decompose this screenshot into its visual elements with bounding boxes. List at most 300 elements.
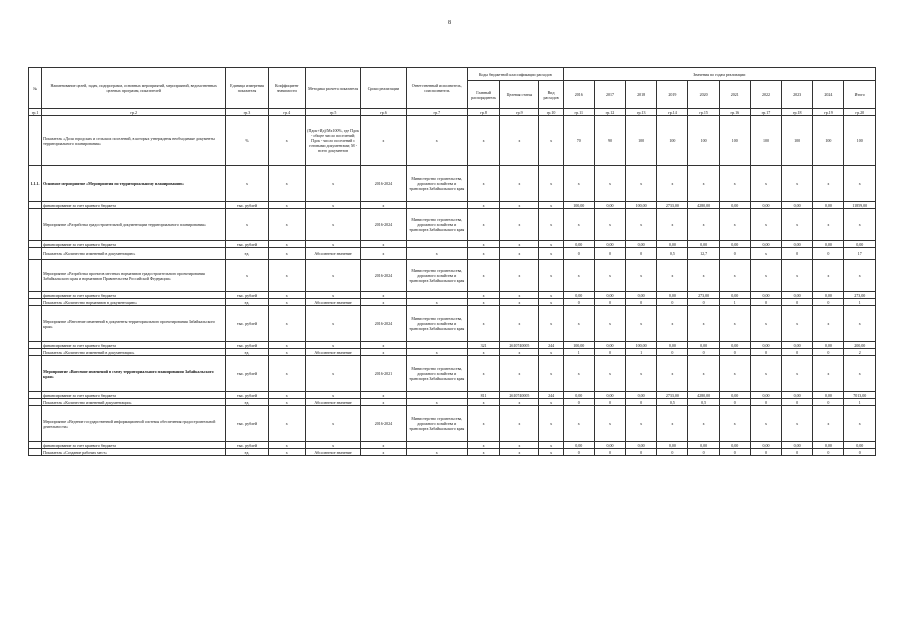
row-value: х [782, 406, 813, 442]
row-value: х [657, 166, 688, 202]
row-method: Абсолютное значение [305, 349, 360, 356]
row-chief-manager: 321 [467, 342, 499, 349]
row-name: финансирование за счет краевого бюджета [42, 241, 226, 248]
row-chief-manager: х [467, 116, 499, 166]
row-expense-type: 244 [539, 342, 563, 349]
column-number: гр.13 [626, 109, 657, 116]
row-value: х [563, 260, 594, 292]
row-value: х [594, 306, 625, 342]
row-chief-manager: х [467, 399, 499, 406]
row-number [29, 292, 42, 299]
row-unit: тыс. рублей [226, 392, 268, 399]
row-coefficient: х [268, 449, 305, 456]
row-method: х [305, 342, 360, 349]
row-value: х [626, 406, 657, 442]
row-method: х [305, 442, 360, 449]
row-target-article: х [500, 241, 539, 248]
row-expense-type: х [539, 202, 563, 209]
row-term: х [361, 241, 406, 248]
table-row [29, 202, 876, 209]
row-number [29, 392, 42, 399]
row-coefficient: х [268, 399, 305, 406]
row-number: 1.1.1. [29, 166, 42, 202]
row-number [29, 442, 42, 449]
header-term: Сроки реализации [361, 68, 406, 109]
row-expense-type: х [539, 248, 563, 260]
row-unit: тыс. рублей [226, 241, 268, 248]
row-executor: Министерство строительства, дорожного хозяйства и транспорта Забайкальского края [406, 209, 467, 241]
row-number [29, 342, 42, 349]
row-name: финансирование за счет краевого бюджета [42, 292, 226, 299]
row-value: 0,00 [688, 442, 719, 449]
row-value: 0 [594, 449, 625, 456]
column-number: гр.17 [750, 109, 781, 116]
row-chief-manager: х [467, 202, 499, 209]
row-value: 1 [719, 299, 750, 306]
row-method: х [305, 292, 360, 299]
row-target-article: х [500, 299, 539, 306]
row-value: х [719, 406, 750, 442]
row-value: х [626, 166, 657, 202]
row-expense-type: х [539, 449, 563, 456]
row-value: х [594, 356, 625, 392]
row-number [29, 260, 42, 292]
row-number [29, 209, 42, 241]
row-method: х [305, 166, 360, 202]
row-method: х [305, 306, 360, 342]
row-value: х [594, 260, 625, 292]
page-number: 8 [448, 20, 451, 26]
row-chief-manager: х [467, 349, 499, 356]
column-number: гр.1 [29, 109, 42, 116]
table-row [29, 260, 876, 292]
header-year: 2023 [782, 81, 813, 109]
row-value: х [844, 166, 876, 202]
row-unit: ед. [226, 349, 268, 356]
row-coefficient: х [268, 241, 305, 248]
table-row [29, 449, 876, 456]
row-name: Мероприятие «Разработка проектов местных нормативов градостроительного проектирования Забайкальского края и нормативов Правительства Российской Федерации» [42, 260, 226, 292]
row-target-article: х [500, 406, 539, 442]
row-expense-type: х [539, 241, 563, 248]
row-executor: Министерство строительства, дорожного хозяйства и транспорта Забайкальского края [406, 306, 467, 342]
row-value: 0,00 [657, 241, 688, 248]
row-value: 0,00 [626, 442, 657, 449]
row-value: 100 [813, 116, 844, 166]
row-value: 0,00 [688, 342, 719, 349]
row-chief-manager: х [467, 241, 499, 248]
column-number: гр.19 [813, 109, 844, 116]
row-number [29, 299, 42, 306]
row-term: 2016-2024 [361, 260, 406, 292]
row-coefficient: х [268, 202, 305, 209]
table-row [29, 392, 876, 399]
row-term: х [361, 292, 406, 299]
row-value: 0,00 [813, 392, 844, 399]
row-number [29, 306, 42, 342]
row-value: 2733,00 [657, 392, 688, 399]
row-value: х [782, 260, 813, 292]
row-value: 0 [844, 449, 876, 456]
row-number [29, 241, 42, 248]
row-value: 0,00 [719, 342, 750, 349]
column-number: гр.16 [719, 109, 750, 116]
row-value: х [657, 306, 688, 342]
row-value: 100 [719, 116, 750, 166]
row-executor: Министерство строительства, дорожного хозяйства и транспорта Забайкальского края [406, 356, 467, 392]
row-name: финансирование за счет краевого бюджета [42, 342, 226, 349]
row-value: 273,00 [688, 292, 719, 299]
row-value: 11859,00 [844, 202, 876, 209]
row-value: 90 [594, 116, 625, 166]
row-value: х [782, 356, 813, 392]
row-value: 0 [813, 299, 844, 306]
row-method: Абсолютное значение [305, 299, 360, 306]
row-value: 0,00 [750, 202, 781, 209]
row-term: 2016-2021 [361, 356, 406, 392]
row-value: 0,00 [782, 342, 813, 349]
row-value: 1 [626, 349, 657, 356]
row-coefficient: х [268, 349, 305, 356]
row-name: Мероприятие «Внесение изменений в схему территориального планирования Забайкальского края» [42, 356, 226, 392]
row-value: х [688, 260, 719, 292]
row-value: х [657, 356, 688, 392]
row-chief-manager: х [467, 260, 499, 292]
row-term: х [361, 442, 406, 449]
row-number [29, 202, 42, 209]
row-value: 1 [844, 399, 876, 406]
row-value: 0,00 [594, 392, 625, 399]
row-number [29, 449, 42, 456]
row-value: 0 [563, 449, 594, 456]
row-value: 0 [657, 299, 688, 306]
row-value: 0,00 [657, 292, 688, 299]
row-name: финансирование за счет краевого бюджета [42, 392, 226, 399]
row-method: Абсолютное значение [305, 449, 360, 456]
row-executor: х [406, 399, 467, 406]
row-value: х [750, 248, 781, 260]
row-value: 0 [594, 399, 625, 406]
header-coef: Коэффициент значимости [268, 68, 305, 109]
row-expense-type: х [539, 260, 563, 292]
row-value: 0 [626, 399, 657, 406]
column-number: гр.7 [406, 109, 467, 116]
row-unit: % [226, 116, 268, 166]
row-value: х [563, 406, 594, 442]
column-number: гр.15 [688, 109, 719, 116]
column-number: гр.20 [844, 109, 876, 116]
header-year: 2021 [719, 81, 750, 109]
row-value: 0,00 [719, 202, 750, 209]
row-value: 0 [813, 449, 844, 456]
row-value: 0 [782, 449, 813, 456]
row-chief-manager: х [467, 442, 499, 449]
row-value: х [719, 356, 750, 392]
row-expense-type: 244 [539, 392, 563, 399]
row-value: х [688, 209, 719, 241]
header-year: 2017 [594, 81, 625, 109]
header-unit: Единица измерения показателя [226, 68, 268, 109]
row-value: 100 [626, 116, 657, 166]
row-value: 100,00 [563, 342, 594, 349]
row-value: 0 [782, 299, 813, 306]
row-value: х [844, 260, 876, 292]
row-value: х [813, 306, 844, 342]
row-value: 0,00 [782, 202, 813, 209]
row-value: 0 [626, 449, 657, 456]
row-target-article: х [500, 260, 539, 292]
row-target-article: х [500, 442, 539, 449]
row-coefficient: х [268, 392, 305, 399]
row-value: 0 [594, 299, 625, 306]
row-value: 0,00 [626, 292, 657, 299]
row-executor [406, 342, 467, 349]
row-value: 0 [813, 248, 844, 260]
row-value: 0 [626, 299, 657, 306]
header-year: 2020 [688, 81, 719, 109]
row-value: х [626, 209, 657, 241]
row-method: х [305, 356, 360, 392]
row-value: 0,00 [563, 292, 594, 299]
row-expense-type: х [539, 166, 563, 202]
row-value: х [719, 209, 750, 241]
row-method: х [305, 202, 360, 209]
row-target-article: х [500, 116, 539, 166]
row-value: х [750, 306, 781, 342]
row-name: финансирование за счет краевого бюджета [42, 442, 226, 449]
row-unit: тыс. рублей [226, 342, 268, 349]
header-name: Наименование целей, задач, подпрограмм, основных мероприятий, мероприятий, ведомственных целевых программ, показателей [42, 68, 226, 109]
row-executor [406, 241, 467, 248]
row-value: 0,00 [657, 342, 688, 349]
row-chief-manager: х [467, 248, 499, 260]
row-value: х [750, 166, 781, 202]
header-values-group: Значения по годам реализации [563, 68, 875, 81]
row-target-article: х [500, 356, 539, 392]
row-value: 100 [844, 116, 876, 166]
row-value: х [626, 260, 657, 292]
row-value: 0 [813, 399, 844, 406]
row-expense-type: х [539, 306, 563, 342]
row-value: 0,00 [844, 442, 876, 449]
row-method: х [305, 241, 360, 248]
row-number [29, 248, 42, 260]
row-value: 0,5 [657, 399, 688, 406]
column-number: гр.4 [268, 109, 305, 116]
row-value: 0 [719, 349, 750, 356]
row-value: 0 [782, 349, 813, 356]
row-value: 0 [719, 449, 750, 456]
column-number: гр.12 [594, 109, 625, 116]
row-value: х [688, 406, 719, 442]
row-target-article: х [500, 306, 539, 342]
row-value: х [719, 306, 750, 342]
row-value: 0 [563, 299, 594, 306]
row-value: 100 [750, 116, 781, 166]
row-expense-type: х [539, 209, 563, 241]
row-value: 0 [563, 248, 594, 260]
row-value: 100,00 [626, 202, 657, 209]
row-value: 0 [688, 299, 719, 306]
row-expense-type: х [539, 292, 563, 299]
header-num: № [29, 68, 42, 109]
row-expense-type: х [539, 406, 563, 442]
row-number [29, 406, 42, 442]
row-value: 0,00 [563, 442, 594, 449]
row-value: х [657, 209, 688, 241]
table-row [29, 241, 876, 248]
row-value: 0 [657, 449, 688, 456]
row-method: х [305, 260, 360, 292]
row-value: 0 [750, 299, 781, 306]
row-value: 0,00 [844, 241, 876, 248]
row-term: х [361, 248, 406, 260]
row-unit: тыс. рублей [226, 202, 268, 209]
row-value: 200,00 [844, 342, 876, 349]
row-value: х [594, 209, 625, 241]
column-number: гр.5 [305, 109, 360, 116]
column-number: гр.8 [467, 109, 499, 116]
column-number: гр.3 [226, 109, 268, 116]
row-value: х [688, 306, 719, 342]
row-value: х [844, 209, 876, 241]
row-unit: х [226, 209, 268, 241]
row-term: 2016-2024 [361, 209, 406, 241]
row-value: 0,00 [594, 202, 625, 209]
row-value: 0,00 [782, 392, 813, 399]
row-executor: х [406, 349, 467, 356]
row-target-article: х [500, 166, 539, 202]
row-coefficient: х [268, 306, 305, 342]
column-number: гр.6 [361, 109, 406, 116]
row-value: х [813, 166, 844, 202]
row-value: х [563, 166, 594, 202]
row-term: х [361, 116, 406, 166]
row-name: Показатель «Создание рабочих мест» [42, 449, 226, 456]
row-unit: тыс. рублей [226, 406, 268, 442]
row-value: 0 [657, 349, 688, 356]
row-term: х [361, 449, 406, 456]
row-value: х [594, 166, 625, 202]
row-executor: Министерство строительства, дорожного хозяйства и транспорта Забайкальского края [406, 260, 467, 292]
row-value: 0,00 [719, 241, 750, 248]
table-row [29, 306, 876, 342]
row-value: х [844, 406, 876, 442]
row-coefficient: х [268, 166, 305, 202]
row-coefficient: х [268, 299, 305, 306]
row-name: Показатель «Количество изменений документации» [42, 399, 226, 406]
row-value: 0 [594, 349, 625, 356]
row-value: 0,5 [688, 399, 719, 406]
row-value: 0,00 [813, 241, 844, 248]
row-executor: х [406, 299, 467, 306]
header-year: 2022 [750, 81, 781, 109]
row-value: 0 [594, 248, 625, 260]
row-value: 70 [563, 116, 594, 166]
table-row [29, 299, 876, 306]
row-coefficient: х [268, 209, 305, 241]
row-target-article: 2610740005 [500, 392, 539, 399]
row-unit: ед. [226, 399, 268, 406]
column-number: гр.10 [539, 109, 563, 116]
row-unit: х [226, 166, 268, 202]
row-value: 12,7 [688, 248, 719, 260]
row-value: 273,00 [844, 292, 876, 299]
row-value: 4280,00 [688, 202, 719, 209]
row-expense-type: х [539, 116, 563, 166]
row-target-article: х [500, 202, 539, 209]
row-unit: тыс. рублей [226, 292, 268, 299]
row-unit: тыс. рублей [226, 356, 268, 392]
row-value: х [750, 406, 781, 442]
row-value: 0,00 [563, 392, 594, 399]
row-value: 100 [688, 116, 719, 166]
row-coefficient: х [268, 406, 305, 442]
row-method: Абсолютное значение [305, 399, 360, 406]
row-value: 0,00 [719, 392, 750, 399]
row-value: х [844, 306, 876, 342]
row-value: 100 [657, 116, 688, 166]
row-value: 0,00 [626, 392, 657, 399]
row-unit: ед. [226, 248, 268, 260]
table-row [29, 399, 876, 406]
row-value: х [563, 356, 594, 392]
column-number: гр.18 [782, 109, 813, 116]
table-row [29, 342, 876, 349]
row-value: 0 [719, 399, 750, 406]
row-value: 0,00 [750, 342, 781, 349]
row-name: финансирование за счет краевого бюджета [42, 202, 226, 209]
row-executor [406, 202, 467, 209]
row-value: 0,00 [813, 292, 844, 299]
table-row [29, 349, 876, 356]
row-value: 4280,00 [688, 392, 719, 399]
row-value: 0,00 [750, 292, 781, 299]
row-value: 2 [844, 349, 876, 356]
row-unit: ед. [226, 449, 268, 456]
header-budget-code: Главный распорядитель [467, 81, 499, 109]
row-name: Основное мероприятие «Мероприятия по территориальному планированию» [42, 166, 226, 202]
row-value: 0 [688, 349, 719, 356]
table-row [29, 442, 876, 449]
header-year: 2024 [813, 81, 844, 109]
row-target-article: 2610740005 [500, 342, 539, 349]
column-number: гр.9 [500, 109, 539, 116]
row-coefficient: х [268, 116, 305, 166]
row-value: 0,00 [563, 241, 594, 248]
row-term: х [361, 399, 406, 406]
row-value: 0 [563, 399, 594, 406]
row-chief-manager: 811 [467, 392, 499, 399]
row-value: х [844, 356, 876, 392]
row-value: х [657, 406, 688, 442]
table-row [29, 406, 876, 442]
row-value: х [750, 356, 781, 392]
row-value: 0,00 [750, 241, 781, 248]
header-year: Итого [844, 81, 876, 109]
header-year: 2016 [563, 81, 594, 109]
row-name: Показатель «Доля городских и сельских поселений, в которых утверждены необходимые документы территориального планирования» [42, 116, 226, 166]
row-value: 17 [844, 248, 876, 260]
header-method: Методика расчета показателя [305, 68, 360, 109]
row-value: 0 [813, 349, 844, 356]
row-coefficient: х [268, 260, 305, 292]
row-term: х [361, 342, 406, 349]
row-executor: х [406, 116, 467, 166]
row-chief-manager: х [467, 299, 499, 306]
row-target-article: х [500, 292, 539, 299]
row-expense-type: х [539, 299, 563, 306]
